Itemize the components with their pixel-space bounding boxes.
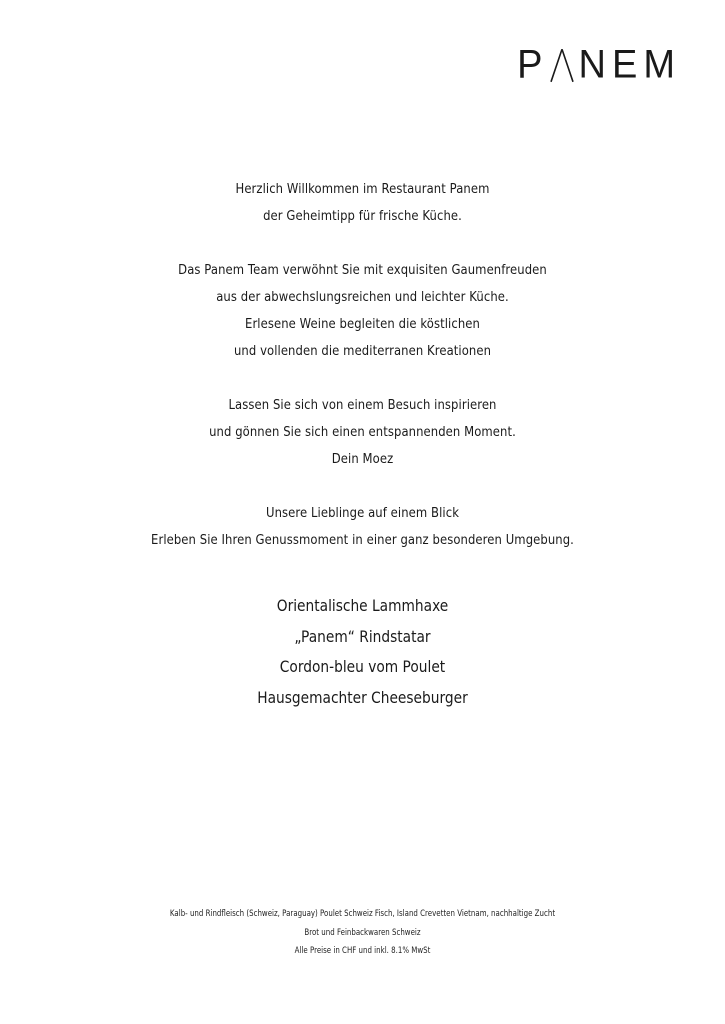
footer-notes: [65, 905, 660, 961]
favourites-subheading: Erleben Sie Ihren Genussmoment in einer ganz besonderen Umgebung.: [151, 532, 574, 548]
favourite-dishes-list: [51, 591, 675, 713]
logo-letter-m: M: [643, 42, 677, 88]
paragraph-spacer: [51, 473, 675, 500]
welcome-line: Herzlich Willkommen im Restaurant Panem: [235, 181, 490, 197]
paragraph-spacer: [51, 365, 675, 392]
team-line-4: und vollenden die mediterranen Kreationen: [233, 343, 492, 359]
dish-item: „Panem“ Rindstatar: [294, 626, 431, 646]
dish-item: Hausgemachter Cheeseburger: [257, 687, 468, 707]
meat-origin-note: Kalb- und Rindfleisch (Schweiz, Paraguay) Poulet Schweiz Fisch, Island Crevetten Vietnam, nachhaltige Zucht: [169, 909, 556, 919]
logo-a-mark: [549, 46, 575, 84]
bread-origin-note: Brot und Feinbackwaren Schweiz: [304, 927, 421, 938]
visit-line-1: Lassen Sie sich von einem Besuch inspirieren: [228, 397, 497, 413]
dish-item: Orientalische Lammhaxe: [276, 596, 449, 615]
team-line-1: Das Panem Team verwöhnt Sie mit exquisiten Gaumenfreuden: [178, 262, 547, 278]
signature-line: Dein Moez: [331, 451, 394, 467]
logo-letter-a: [549, 46, 575, 84]
visit-line-2: und gönnen Sie sich einen entspannenden Moment.: [209, 424, 516, 440]
logo-letter-e: E: [611, 42, 640, 88]
dish-item: Cordon-bleu vom Poulet: [279, 657, 446, 676]
welcome-subline: der Geheimtipp für frische Küche.: [263, 208, 462, 224]
paragraph-spacer: [51, 230, 675, 257]
team-line-3: Erlesene Weine begleiten die köstlichen: [245, 316, 480, 332]
panem-logo: [517, 42, 677, 88]
logo-letter-p: P: [517, 42, 545, 88]
intro-text: [51, 176, 675, 554]
favourites-heading: Unsere Lieblinge auf einem Blick: [265, 505, 460, 521]
team-line-2: aus der abwechslungsreichen und leichter Küche.: [216, 289, 509, 305]
logo-letter-n: N: [578, 42, 608, 88]
price-note: Alle Preise in CHF und inkl. 8.1% MwSt: [294, 946, 431, 956]
